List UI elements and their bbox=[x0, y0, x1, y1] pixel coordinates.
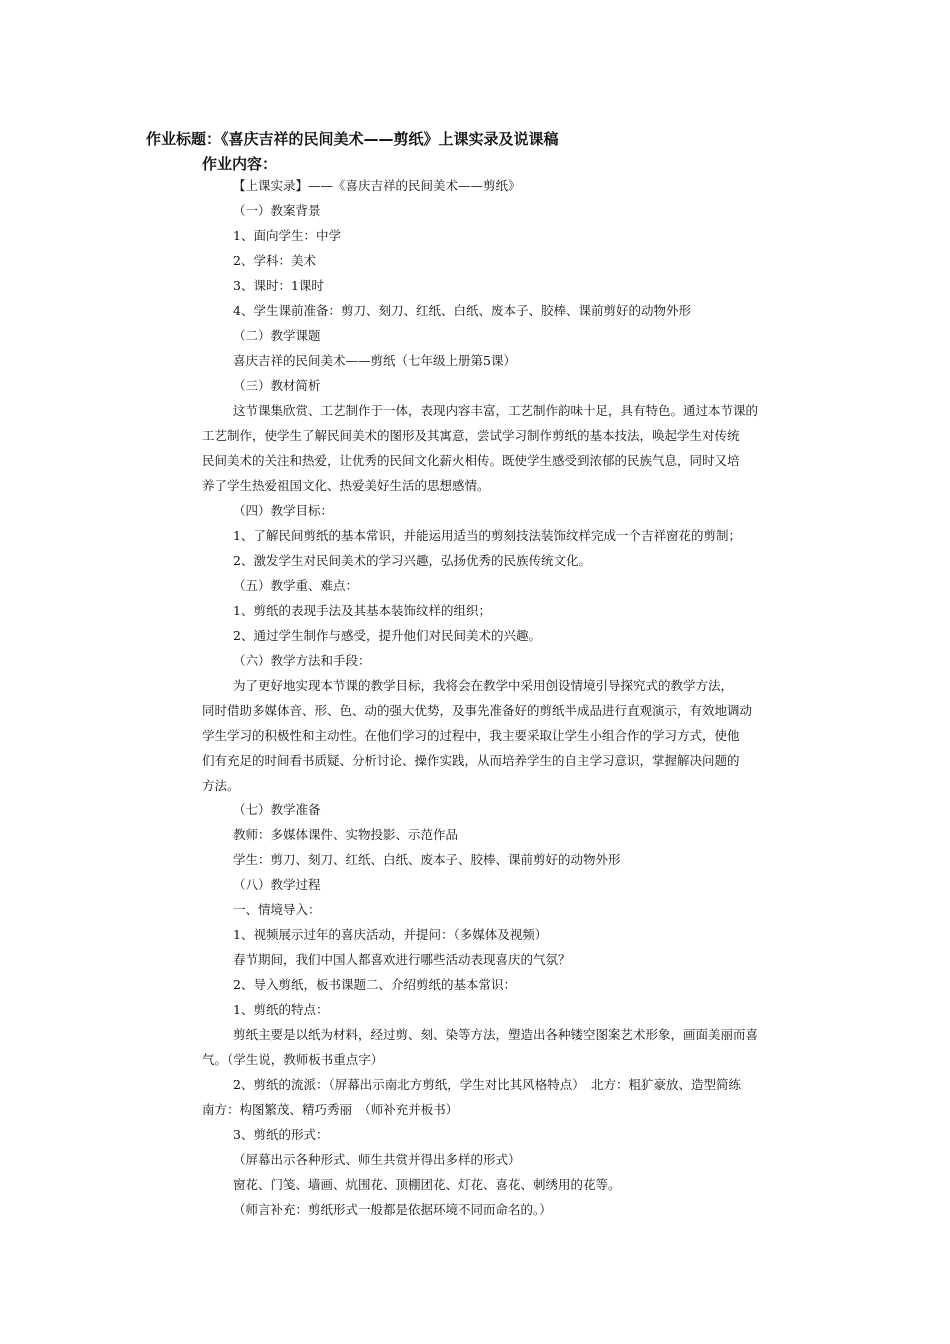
text-line: 1、剪纸的表现手法及其基本装饰纹样的组织； bbox=[233, 603, 491, 618]
text-line: 学生学习的积极性和主动性。在他们学习的过程中，我主要采取让学生小组合作的学习方式，使他 bbox=[202, 728, 740, 743]
text-line: 这节课集欣赏、工艺制作于一体，表现内容丰富，工艺制作韵味十足，具有特色。通过本节课的 bbox=[233, 403, 759, 418]
text-line: 养了学生热爱祖国文化、热爱美好生活的思想感情。 bbox=[202, 478, 490, 493]
text-line: 学生：剪刀、刻刀、红纸、白纸、废本子、胶棒、课前剪好的动物外形 bbox=[233, 852, 621, 867]
text-line: 教师：多媒体课件、实物投影、示范作品 bbox=[233, 827, 459, 842]
assignment-title: 作业标题：《喜庆吉祥的民间美术——剪纸》上课实录及说课稿 bbox=[146, 130, 559, 148]
text-line: 窗花、门笺、墙画、炕围花、顶棚团花、灯花、喜花、刺绣用的花等。 bbox=[233, 1177, 621, 1192]
text-line: （屏幕出示各种形式、师生共赏并得出多样的形式） bbox=[233, 1152, 521, 1167]
text-line: （五）教学重、难点： bbox=[233, 578, 359, 593]
text-line: 2、学科：美术 bbox=[233, 253, 316, 268]
text-line: 4、学生课前准备：剪刀、刻刀、红纸、白纸、废本子、胶棒、课前剪好的动物外形 bbox=[233, 303, 691, 318]
text-line: 2、导入剪纸，板书课题二、介绍剪纸的基本常识： bbox=[233, 977, 516, 992]
text-line: （六）教学方法和手段： bbox=[233, 653, 371, 668]
text-line: 工艺制作，使学生了解民间美术的图形及其寓意，尝试学习制作剪纸的基本技法，唤起学生对传统 bbox=[202, 428, 740, 443]
text-line: （八）教学过程 bbox=[233, 877, 321, 892]
text-line: 3、剪纸的形式： bbox=[233, 1127, 329, 1142]
text-line: （一）教案背景 bbox=[233, 203, 321, 218]
text-line: 同时借助多媒体音、形、色、动的强大优势，及事先准备好的剪纸半成品进行直观演示，有效地调动 bbox=[202, 703, 753, 718]
text-line: 南方：构图繁茂、精巧秀丽 （师补充并板书） bbox=[202, 1102, 459, 1117]
text-line: 为了更好地实现本节课的教学目标，我将会在教学中采用创设情境引导探究式的教学方法， bbox=[233, 678, 734, 693]
text-line: 1、了解民间剪纸的基本常识，并能运用适当的剪刻技法装饰纹样完成一个吉祥窗花的剪制； bbox=[233, 528, 741, 543]
text-line: 2、通过学生制作与感受，提升他们对民间美术的兴趣。 bbox=[233, 628, 541, 643]
text-line: 1、视频展示过年的喜庆活动，并提问：（多媒体及视频） bbox=[233, 927, 548, 942]
text-line: 方法。 bbox=[202, 778, 240, 793]
assignment-content-label: 作业内容： bbox=[202, 155, 278, 173]
text-line: （三）教材简析 bbox=[233, 378, 321, 393]
text-line: 2、激发学生对民间美术的学习兴趣，弘扬优秀的民族传统文化。 bbox=[233, 553, 591, 568]
text-line: （四）教学目标： bbox=[233, 503, 334, 518]
text-line: 3、课时：1课时 bbox=[233, 278, 324, 293]
text-line: 们有充足的时间看书质疑、分析讨论、操作实践，从而培养学生的自主学习意识，掌握解决问题的 bbox=[202, 753, 740, 768]
text-line: 【上课实录】——《喜庆吉祥的民间美术——剪纸》 bbox=[233, 178, 521, 193]
text-line: 喜庆吉祥的民间美术——剪纸（七年级上册第5课） bbox=[233, 353, 516, 368]
text-line: 一、情境导入： bbox=[233, 902, 321, 917]
text-line: （二）教学课题 bbox=[233, 328, 321, 343]
text-line: 1、面向学生：中学 bbox=[233, 228, 341, 243]
text-line: 2、剪纸的流派：（屏幕出示南北方剪纸，学生对比其风格特点） 北方：粗犷豪放、造型简练 bbox=[233, 1077, 741, 1092]
text-line: 春节期间，我们中国人都喜欢进行哪些活动表现喜庆的气氛？ bbox=[233, 952, 571, 967]
text-line: （七）教学准备 bbox=[233, 802, 321, 817]
text-line: （师言补充：剪纸形式一般都是依据环境不同而命名的。） bbox=[233, 1202, 552, 1217]
text-line: 民间美术的关注和热爱，让优秀的民间文化薪火相传。既使学生感受到浓郁的民族气息，同时又培 bbox=[202, 453, 740, 468]
text-line: 1、剪纸的特点： bbox=[233, 1002, 329, 1017]
text-line: 剪纸主要是以纸为材料，经过剪、刻、染等方法，塑造出各种镂空图案艺术形象，画面美丽而喜 bbox=[233, 1027, 759, 1042]
text-line: 气。（学生说，教师板书重点字） bbox=[202, 1052, 384, 1067]
